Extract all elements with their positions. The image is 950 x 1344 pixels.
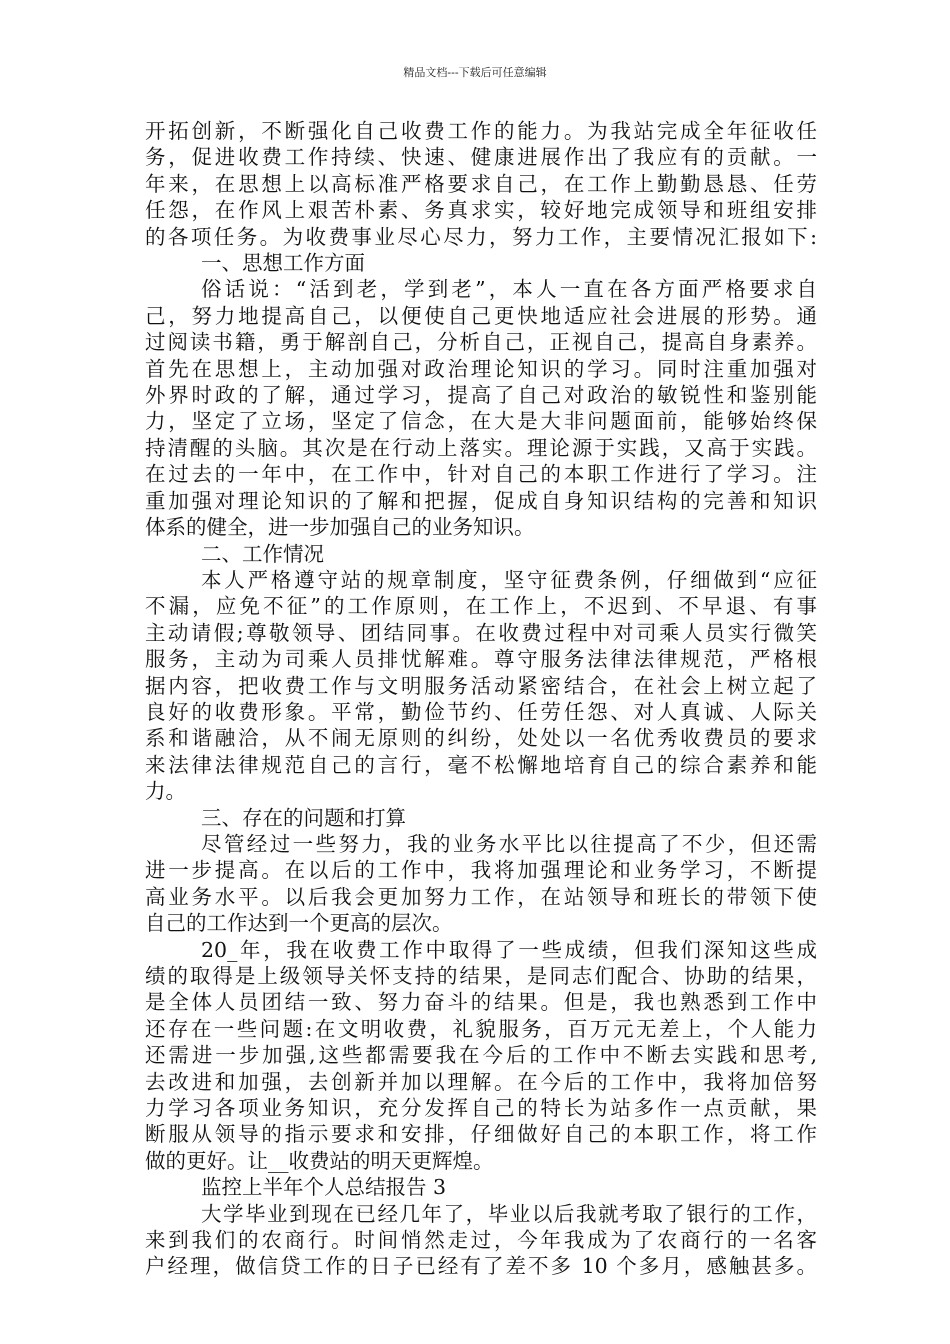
text-line: 一、思想工作方面	[201, 251, 365, 276]
text-line: 户经理，做信贷工作的日子已经有了差不多 10 个多月，感触甚多。	[145, 1254, 817, 1279]
text-line: 俗话说：“活到老，学到老”，本人一直在各方面严格要求自	[201, 277, 817, 302]
text-line: 重加强对理论知识的了解和把握，促成自身知识结构的完善和知识	[145, 488, 817, 513]
text-line: 断服从领导的指示要求和安排，仔细做好自己的本职工作，将工作	[145, 1122, 817, 1147]
text-line: 本人严格遵守站的规章制度，坚守征费条例，仔细做到“应征	[201, 567, 817, 592]
text-line: 力。	[145, 779, 186, 804]
page-header: 精品文档---下载后可任意编辑	[403, 66, 547, 79]
text-line: 在过去的一年中，在工作中，针对自己的本职工作进行了学习。注	[145, 462, 817, 487]
text-line: 首先在思想上，主动加强对政治理论知识的学习。同时注重加强对	[145, 356, 817, 381]
text-line: 去改进和加强，去创新并加以理解。在今后的工作中，我将加倍努	[145, 1069, 817, 1094]
text-line: 还存在一些问题:在文明收费，礼貌服务，百万元无差上，个人能力	[145, 1016, 817, 1041]
text-line: 力，坚定了立场，坚定了信念，在大是大非问题面前，能够始终保	[145, 409, 817, 434]
text-line: 力学习各项业务知识，充分发挥自己的特长为站多作一点贡献，果	[145, 1096, 817, 1121]
text-line: 任怨，在作风上艰苦朴素、务真求实，较好地完成领导和班组安排	[145, 198, 817, 223]
text-line: 做的更好。让__收费站的明天更辉煌。	[145, 1148, 494, 1173]
text-line: 尽管经过一些努力，我的业务水平比以往提高了不少，但还需	[201, 831, 817, 856]
text-line: 体系的健全，进一步加强自己的业务知识。	[145, 515, 535, 540]
text-line: 据内容，把收费工作与文明服务活动紧密结合，在社会上树立起了	[145, 673, 817, 698]
text-line: 开拓创新，不断强化自己收费工作的能力。为我站完成全年征收任	[145, 119, 817, 143]
text-line: 服务，主动为司乘人员排忧解难。尊守服务法律法律规范，严格根	[145, 647, 817, 672]
document-body	[145, 118, 817, 1280]
text-line: 自己的工作达到一个更高的层次。	[145, 911, 453, 936]
text-line: 三、存在的问题和打算	[201, 805, 406, 830]
text-line: 来到我们的农商行。时间悄然走过，今年我成为了农商行的一名客	[145, 1228, 817, 1253]
text-line: 绩的取得是上级领导关怀支持的结果，是同志们配合、协助的结果，	[145, 964, 817, 988]
text-line: 20_年，我在收费工作中取得了一些成绩，但我们深知这些成	[201, 937, 817, 962]
text-line: 务，促进收费工作持续、快速、健康进展作出了我应有的贡献。一	[145, 145, 817, 170]
text-line: 过阅读书籍，勇于解剖自己，分析自己，正视自己，提高自身素养。	[145, 330, 817, 355]
text-line: 的各项任务。为收费事业尽心尽力，努力工作，主要情况汇报如下:	[145, 224, 817, 249]
text-line: 主动请假;尊敬领导、团结同事。在收费过程中对司乘人员实行微笑	[145, 620, 817, 645]
text-line: 二、工作情况	[201, 541, 324, 566]
text-line: 年来，在思想上以高标准严格要求自己，在工作上勤勤恳恳、任劳	[145, 171, 817, 196]
text-line: 进一步提高。在以后的工作中，我将加强理论和业务学习，不断提	[145, 858, 817, 883]
text-line: 持清醒的头脑。其次是在行动上落实。理论源于实践，又高于实践。	[145, 435, 817, 460]
text-line: 大学毕业到现在已经几年了，毕业以后我就考取了银行的工作，	[201, 1201, 817, 1226]
text-line: 是全体人员团结一致、努力奋斗的结果。但是，我也熟悉到工作中	[145, 990, 817, 1015]
text-line: 良好的收费形象。平常，勤俭节约、任劳任怨、对人真诚、人际关	[145, 699, 817, 724]
text-line: 来法律法律规范自己的言行，毫不松懈地培育自己的综合素养和能	[145, 752, 817, 777]
text-line: 监控上半年个人总结报告 3	[201, 1175, 447, 1200]
text-line: 还需进一步加强,这些都需要我在今后的工作中不断去实践和思考,	[145, 1043, 817, 1068]
text-line: 系和谐融洽，从不闹无原则的纠纷，处处以一名优秀收费员的要求	[145, 726, 817, 751]
text-line: 己，努力地提高自己，以便使自己更快地适应社会进展的形势。通	[145, 303, 817, 328]
text-line: 不漏，应免不征”的工作原则，在工作上，不迟到、不早退、有事	[145, 594, 817, 619]
text-line: 外界时政的了解，通过学习，提高了自己对政治的敏锐性和鉴别能	[145, 383, 817, 408]
text-line: 高业务水平。以后我会更加努力工作，在站领导和班长的带领下使	[145, 884, 817, 909]
